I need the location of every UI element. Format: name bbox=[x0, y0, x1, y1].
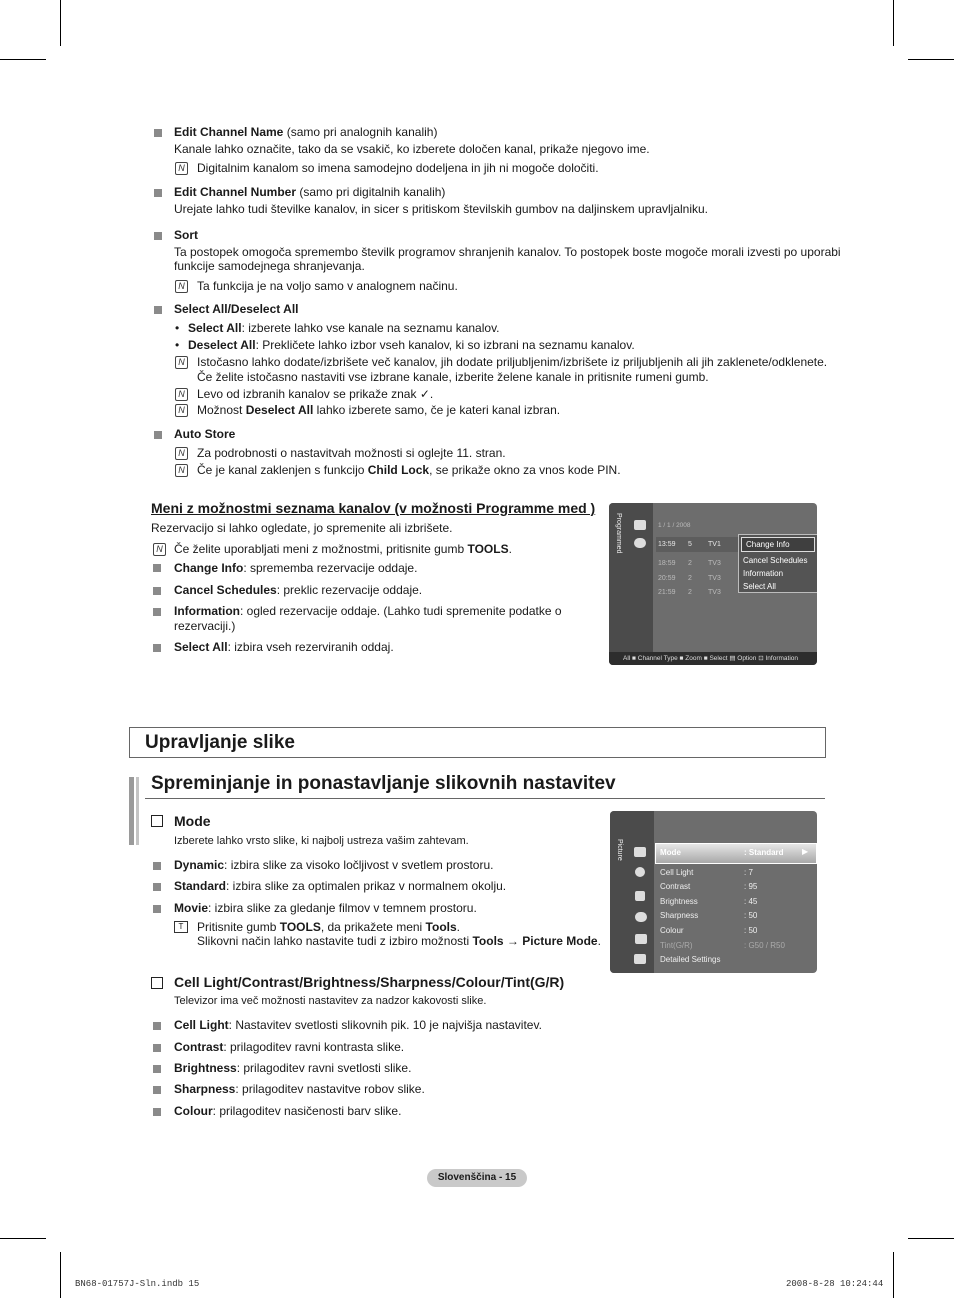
crop-mark bbox=[0, 59, 46, 60]
popup-item-information[interactable]: Information bbox=[743, 569, 784, 578]
auto-store-n2: Če je kanal zaklenjen s funkcijo Child Lock, se prikaže okno za vnos kode PIN. bbox=[197, 463, 621, 477]
page-number-badge: Slovenščina - 15 bbox=[427, 1169, 527, 1187]
input-icon bbox=[635, 934, 647, 944]
crop-mark bbox=[60, 0, 61, 46]
picture-setting-label[interactable]: Cell Light bbox=[660, 868, 694, 877]
screen-sidebar bbox=[610, 811, 654, 973]
bullet-square bbox=[153, 1086, 161, 1094]
cell-item: Colour: prilagoditev nasičenosti barv slike. bbox=[174, 1104, 402, 1118]
mode-desc: Izberete lahko vrsto slike, ki najbolj ustreza vašim zahtevam. bbox=[174, 835, 469, 847]
screen-row-time: 13:59 bbox=[658, 541, 676, 548]
tools-line-2: Slikovni način lahko nastavite tudi z izbiro možnosti Tools → Picture Mode. bbox=[197, 934, 601, 948]
screen-bottom-bar bbox=[609, 652, 817, 665]
picture-setting-label: Tint(G/R) bbox=[660, 941, 693, 950]
picture-setting-value: : 45 bbox=[744, 897, 758, 906]
bullet-square bbox=[153, 1108, 161, 1116]
screen-row-name: TV1 bbox=[708, 541, 721, 548]
programmed-item: Information: ogled rezervacije oddaje. (Lahko tudi spremenite podatke o bbox=[174, 604, 562, 618]
select-all-b2: Deselect All: Prekličete lahko izbor vseh kanalov, ki so izbrani na seznamu kanalov. bbox=[188, 338, 635, 352]
select-all-b1: Select All: izberete lahko vse kanale na seznamu kanalov. bbox=[188, 321, 500, 335]
screen-row-ch: 2 bbox=[688, 589, 692, 596]
programmed-item: Select All: izbira vseh rezerviranih oddaj. bbox=[174, 640, 394, 654]
mode-item: Dynamic: izbira slike za visoko ločljivost v svetlem prostoru. bbox=[174, 858, 494, 872]
sub-title: Spreminjanje in ponastavljanje slikovnih nastavitev bbox=[151, 773, 616, 794]
tools-icon: T bbox=[174, 921, 188, 933]
picture-setting-label[interactable]: Brightness bbox=[660, 897, 698, 906]
cell-item: Cell Light: Nastavitev svetlosti slikovnih pik. 10 je najvišja nastavitev. bbox=[174, 1018, 542, 1032]
arrow-right-icon: ▶ bbox=[802, 847, 809, 856]
bullet-dot: • bbox=[175, 338, 180, 352]
picture-setting-label[interactable]: Contrast bbox=[660, 882, 691, 891]
sort-desc-1: Ta postopek omogoča spremembo številk programov shranjenih kanalov. To postopek boste mogoče morali izvesti po uporabi bbox=[174, 245, 841, 259]
select-all-n1-l2: Če želite istočasno nastaviti vse izbrane kanale, izberite želene kanale in pritisnite rumeni gumb. bbox=[197, 370, 709, 384]
bullet-square bbox=[153, 644, 161, 652]
mode-item: Standard: izbira slike za optimalen prikaz v normalnem okolju. bbox=[174, 879, 507, 893]
screen-mode-label: Mode bbox=[660, 848, 681, 857]
side-bar bbox=[136, 777, 139, 845]
clock-icon bbox=[634, 538, 646, 548]
screen-bottom-text: All ■ Channel Type ■ Zoom ■ Select ▤ Option ⊡ Information bbox=[623, 655, 798, 662]
main-title: Upravljanje slike bbox=[145, 732, 295, 753]
programmed-heading: Meni z možnostmi seznama kanalov (v možnosti Programme med ) bbox=[151, 500, 596, 516]
screen-row-time: 18:59 bbox=[658, 560, 676, 567]
checkmark-icon: ✓ bbox=[419, 387, 430, 401]
select-all-title: Select All/Deselect All bbox=[174, 302, 299, 316]
screen-side-label: Programmed bbox=[615, 513, 622, 554]
bullet-square bbox=[154, 306, 162, 314]
note-icon: N bbox=[175, 464, 188, 477]
picture-icon bbox=[634, 847, 646, 857]
note-icon: N bbox=[153, 543, 166, 556]
bullet-square bbox=[153, 1065, 161, 1073]
programmed-desc: Rezervacijo si lahko ogledate, jo spremenite ali izbrišete. bbox=[151, 521, 453, 535]
sort-desc-2: funkcije samodejnega shranjevanja. bbox=[174, 259, 365, 273]
heart-icon bbox=[634, 520, 646, 530]
channel-icon bbox=[635, 891, 645, 901]
edit-name-note: Digitalnim kanalom so imena samodejno dodeljena in jih ni mogoče določiti. bbox=[197, 161, 599, 175]
programmed-note: Če želite uporabljati meni z možnostmi, pritisnite gumb TOOLS. bbox=[174, 542, 512, 556]
bullet-square bbox=[153, 564, 161, 572]
select-all-n1-l1: Istočasno lahko dodate/izbrišete več kanalov, jih dodate priljubljenim/izbrišete iz priljubljenih ali jih zaklenete/odklenete. bbox=[197, 355, 828, 369]
screen-date: 1 / 1 / 2008 bbox=[658, 522, 691, 529]
screen-row-name: TV3 bbox=[708, 589, 721, 596]
screen-side-label: Picture bbox=[616, 839, 623, 861]
bullet-square bbox=[154, 129, 162, 137]
screen-row-ch: 2 bbox=[688, 575, 692, 582]
screen-row-ch: 5 bbox=[688, 541, 692, 548]
picture-setting-label[interactable]: Colour bbox=[660, 926, 684, 935]
edit-number-title: Edit Channel Number (samo pri digitalnih kanalih) bbox=[174, 185, 446, 199]
popup-item-select-all[interactable]: Select All bbox=[743, 582, 776, 591]
picture-screen bbox=[610, 811, 817, 973]
sound-icon bbox=[635, 867, 645, 877]
edit-number-desc: Urejate lahko tudi številke kanalov, in sicer s pritiskom številskih gumbov na daljinskem upravljalniku. bbox=[174, 202, 709, 216]
screen-row-name: TV3 bbox=[708, 560, 721, 567]
crop-mark bbox=[893, 0, 894, 46]
note-icon: N bbox=[175, 404, 188, 417]
cell-desc: Televizor ima več možnosti nastavitev za nadzor kakovosti slike. bbox=[174, 995, 487, 1007]
popup-item-cancel-schedules[interactable]: Cancel Schedules bbox=[743, 556, 808, 565]
auto-store-title: Auto Store bbox=[174, 427, 236, 441]
note-icon: N bbox=[175, 162, 188, 175]
picture-setting-label[interactable]: Sharpness bbox=[660, 911, 699, 920]
bullet-square bbox=[153, 1022, 161, 1030]
auto-store-n1: Za podrobnosti o nastavitvah možnosti si oglejte 11. stran. bbox=[197, 446, 506, 460]
edit-name-title: Edit Channel Name (samo pri analognih kanalih) bbox=[174, 125, 438, 139]
programmed-item: Cancel Schedules: preklic rezervacije oddaje. bbox=[174, 583, 423, 597]
note-icon: N bbox=[175, 280, 188, 293]
edit-name-desc: Kanale lahko označite, tako da se vsakič, ko izberete določen kanal, prikaže njegovo ime. bbox=[174, 142, 650, 156]
tools-line-1: Pritisnite gumb TOOLS, da prikažete meni Tools. bbox=[197, 920, 460, 934]
bullet-square bbox=[153, 1044, 161, 1052]
bullet-square bbox=[153, 905, 161, 913]
bullet-square bbox=[153, 587, 161, 595]
bullet-dot: • bbox=[175, 321, 180, 335]
bullet-square bbox=[154, 431, 162, 439]
programmed-item: Change Info: sprememba rezervacije oddaje. bbox=[174, 561, 418, 575]
bullet-square bbox=[153, 862, 161, 870]
main-title-box bbox=[129, 727, 826, 758]
crop-mark bbox=[908, 1238, 954, 1239]
popup-item-change-info[interactable]: Change Info bbox=[741, 537, 815, 552]
picture-setting-value: : G50 / R50 bbox=[744, 941, 785, 950]
screen-row-time: 21:59 bbox=[658, 589, 676, 596]
cell-item: Brightness: prilagoditev ravni svetlosti slike. bbox=[174, 1061, 412, 1075]
cell-item: Sharpness: prilagoditev nastavitve robov slike. bbox=[174, 1082, 425, 1096]
select-all-n2: Levo od izbranih kanalov se prikaže znak ✓. bbox=[197, 387, 434, 401]
note-icon: N bbox=[175, 388, 188, 401]
note-icon: N bbox=[175, 356, 188, 369]
picture-setting-value: : 50 bbox=[744, 911, 758, 920]
cell-title: Cell Light/Contrast/Brightness/Sharpness/Colour/Tint(G/R) bbox=[174, 974, 565, 990]
programmed-item-cont: rezervaciji.) bbox=[174, 619, 236, 633]
screen-row-time: 20:59 bbox=[658, 575, 676, 582]
crop-mark bbox=[908, 59, 954, 60]
select-all-n3: Možnost Deselect All lahko izberete samo, če je kateri kanal izbran. bbox=[197, 403, 561, 417]
bullet-square bbox=[154, 232, 162, 240]
mode-title: Mode bbox=[174, 813, 211, 829]
programmed-screen bbox=[609, 503, 817, 665]
checkbox-icon bbox=[151, 815, 163, 827]
cell-item: Contrast: prilagoditev ravni kontrasta slike. bbox=[174, 1040, 405, 1054]
checkbox-icon bbox=[151, 977, 163, 989]
screen-row-ch: 2 bbox=[688, 560, 692, 567]
footer-timestamp: 2008-8-28 10:24:44 bbox=[786, 1279, 884, 1289]
side-bar bbox=[129, 777, 134, 845]
options-popup bbox=[738, 534, 817, 593]
picture-setting-value: : 50 bbox=[744, 926, 758, 935]
picture-setting-label[interactable]: Detailed Settings bbox=[660, 955, 721, 964]
picture-setting-value: : 7 bbox=[744, 868, 753, 877]
picture-setting-value: : 95 bbox=[744, 882, 758, 891]
crop-mark bbox=[893, 1252, 894, 1298]
mode-item: Movie: izbira slike za gledanje filmov v temnem prostoru. bbox=[174, 901, 477, 915]
sub-title-rule bbox=[145, 798, 825, 799]
crop-mark bbox=[0, 1238, 46, 1239]
bullet-square bbox=[154, 189, 162, 197]
bullet-square bbox=[153, 608, 161, 616]
sort-note: Ta funkcija je na voljo samo v analognem načinu. bbox=[197, 279, 458, 293]
sort-title: Sort bbox=[174, 228, 198, 242]
application-icon bbox=[634, 954, 646, 964]
bullet-square bbox=[153, 883, 161, 891]
setup-icon bbox=[635, 912, 647, 922]
note-icon: N bbox=[175, 447, 188, 460]
screen-mode-value: : Standard bbox=[744, 848, 784, 857]
crop-mark bbox=[60, 1252, 61, 1298]
footer-file: BN68-01757J-Sln.indb 15 bbox=[75, 1279, 200, 1289]
screen-row-name: TV3 bbox=[708, 575, 721, 582]
